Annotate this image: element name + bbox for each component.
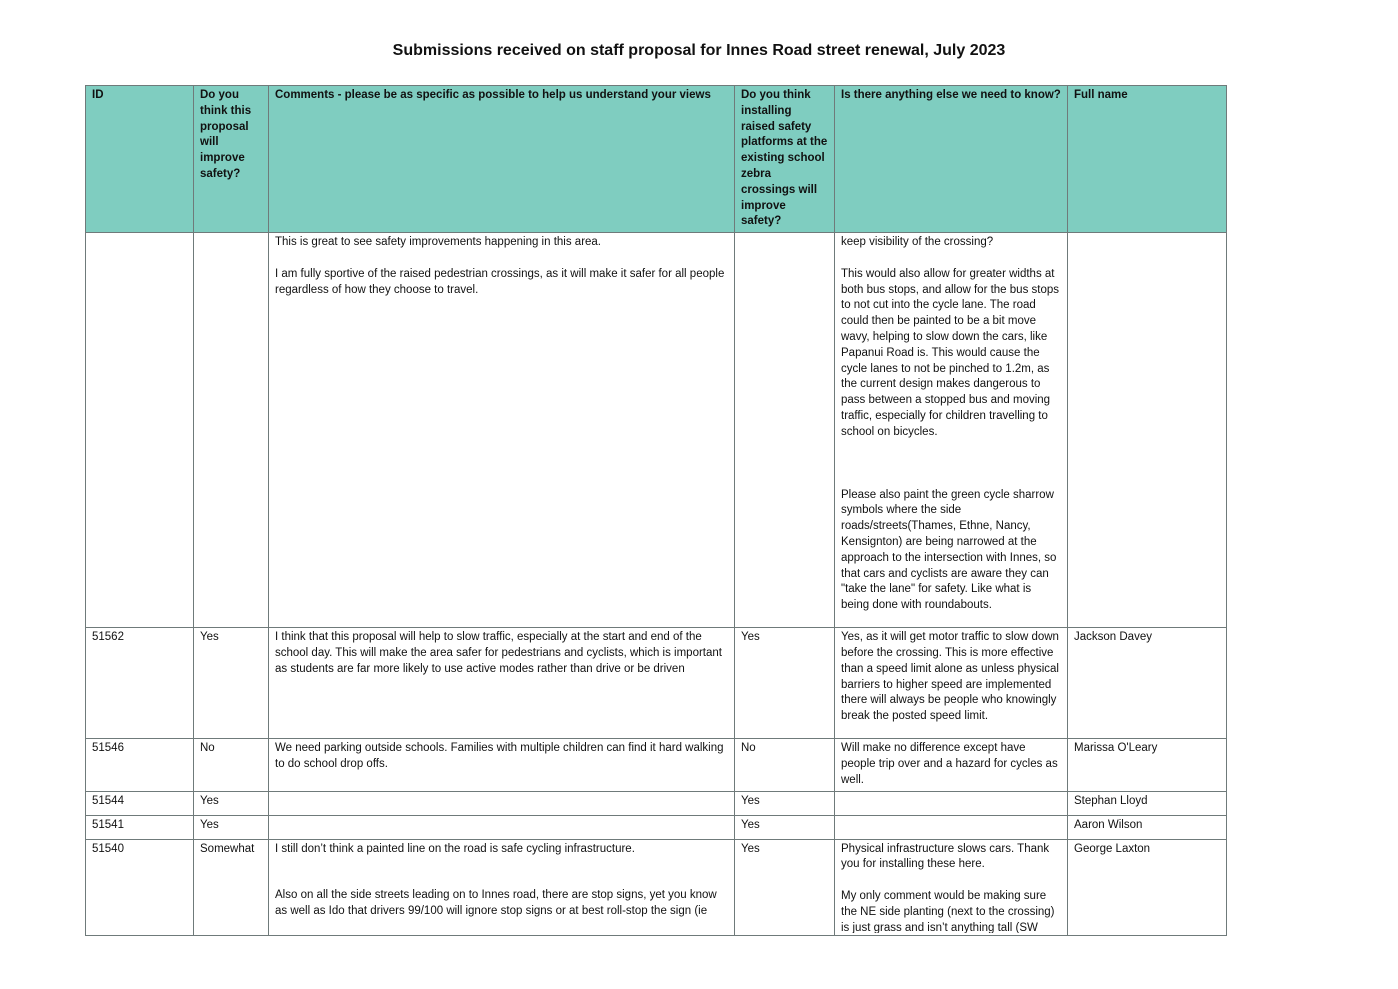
cell-full-name: Stephan Lloyd — [1068, 791, 1227, 815]
cell-safety: Somewhat — [194, 839, 269, 935]
cell-full-name: George Laxton — [1068, 839, 1227, 935]
cell-anything-else — [835, 233, 1068, 628]
note-paragraph: keep visibility of the crossing? — [841, 236, 994, 249]
submissions-table — [85, 85, 1227, 936]
header-full-name: Full name — [1068, 86, 1227, 233]
cell-comments — [269, 815, 735, 839]
header-improve-safety: Do you think this proposal will improve safety? — [194, 86, 269, 233]
cell-comments — [269, 233, 735, 628]
header-platforms: Do you think installing raised safety platforms at the existing school zebra crossings will improve safety? — [735, 86, 835, 233]
cell-comments: I think that this proposal will help to slow traffic, especially at the start and end of the school day. This will make the area safer for pedestrians and cyclists, which is important as students are far more likely to use active modes rather than drive or be driven — [269, 628, 735, 739]
table-row — [86, 739, 1227, 791]
cell-id: 51540 — [86, 839, 194, 935]
header-id: ID — [86, 86, 194, 233]
comment-paragraph: I still don’t think a painted line on the road is safe cycling infrastructure. — [275, 842, 635, 855]
cell-platforms: Yes — [735, 791, 835, 815]
cell-full-name — [1068, 233, 1227, 628]
note-paragraph: Physical infrastructure slows cars. Thank you for installing these here. — [841, 842, 1050, 871]
cell-safety: Yes — [194, 628, 269, 739]
note-paragraph: Please also paint the green cycle sharrow symbols where the side roads/streets(Thames, Ethne, Nancy, Kensignton) are being narrowed at the approach to the intersection with Innes, so that cars and cyclists are aware they can "take the lane" for safety. Like what is being done with roundabouts. — [841, 488, 1057, 612]
table-row — [86, 815, 1227, 839]
cell-platforms: Yes — [735, 839, 835, 935]
table-row — [86, 233, 1227, 628]
cell-id: 51544 — [86, 791, 194, 815]
cell-anything-else — [835, 815, 1068, 839]
cell-anything-else — [835, 839, 1068, 935]
cell-comments — [269, 839, 735, 935]
cell-anything-else — [835, 791, 1068, 815]
table-row — [86, 791, 1227, 815]
cell-safety: No — [194, 739, 269, 791]
cell-safety: Yes — [194, 815, 269, 839]
cell-full-name: Marissa O'Leary — [1068, 739, 1227, 791]
cell-platforms — [735, 233, 835, 628]
cell-id: 51546 — [86, 739, 194, 791]
cell-id: 51562 — [86, 628, 194, 739]
cell-anything-else: Will make no difference except have people trip over and a hazard for cycles as well. — [835, 739, 1068, 791]
header-comments: Comments - please be as specific as possible to help us understand your views — [269, 86, 735, 233]
header-anything-else: Is there anything else we need to know? — [835, 86, 1068, 233]
cell-comments — [269, 791, 735, 815]
document-title: Submissions received on staff proposal for Innes Road street renewal, July 2023 — [392, 42, 1006, 59]
cell-platforms: Yes — [735, 628, 835, 739]
cell-id — [86, 233, 194, 628]
comment-paragraph: This is great to see safety improvements happening in this area. — [275, 236, 602, 249]
cell-id: 51541 — [86, 815, 194, 839]
table-row — [86, 839, 1227, 935]
table-row — [86, 628, 1227, 739]
cell-comments: We need parking outside schools. Families with multiple children can find it hard walking to do school drop offs. — [269, 739, 735, 791]
cell-platforms: No — [735, 739, 835, 791]
header-row — [86, 86, 1227, 233]
comment-paragraph: I am fully sportive of the raised pedestrian crossings, as it will make it safer for all people regardless of how they choose to travel. — [275, 267, 725, 296]
cell-platforms: Yes — [735, 815, 835, 839]
cell-safety: Yes — [194, 791, 269, 815]
cell-anything-else: Yes, as it will get motor traffic to slow down before the crossing. This is more effective than a speed limit alone as unless physical barriers to higher speed are implemented there will always be people who knowingly break the posted speed limit. — [835, 628, 1068, 739]
note-paragraph: This would also allow for greater widths at both bus stops, and allow for the bus stops to not cut into the cycle lane. The road could then be painted to be a bit move wavy, helping to slow down the cars, like Papanui Road is. This would cause the cycle lanes to not be pinched to 1.2m, as the current design makes dangerous to pass between a stopped bus and moving traffic, especially for children travelling to school on bicycles. — [841, 267, 1059, 438]
comment-paragraph: Also on all the side streets leading on to Innes road, there are stop signs, yet you know as well as Ido that drivers 99/100 will ignore stop signs or at best roll-stop the sign (ie — [275, 889, 717, 918]
cell-full-name: Jackson Davey — [1068, 628, 1227, 739]
cell-safety — [194, 233, 269, 628]
note-paragraph: My only comment would be making sure the NE side planting (next to the crossing) is just grass and isn’t anything tall (SW — [841, 889, 1055, 933]
cell-full-name: Aaron Wilson — [1068, 815, 1227, 839]
